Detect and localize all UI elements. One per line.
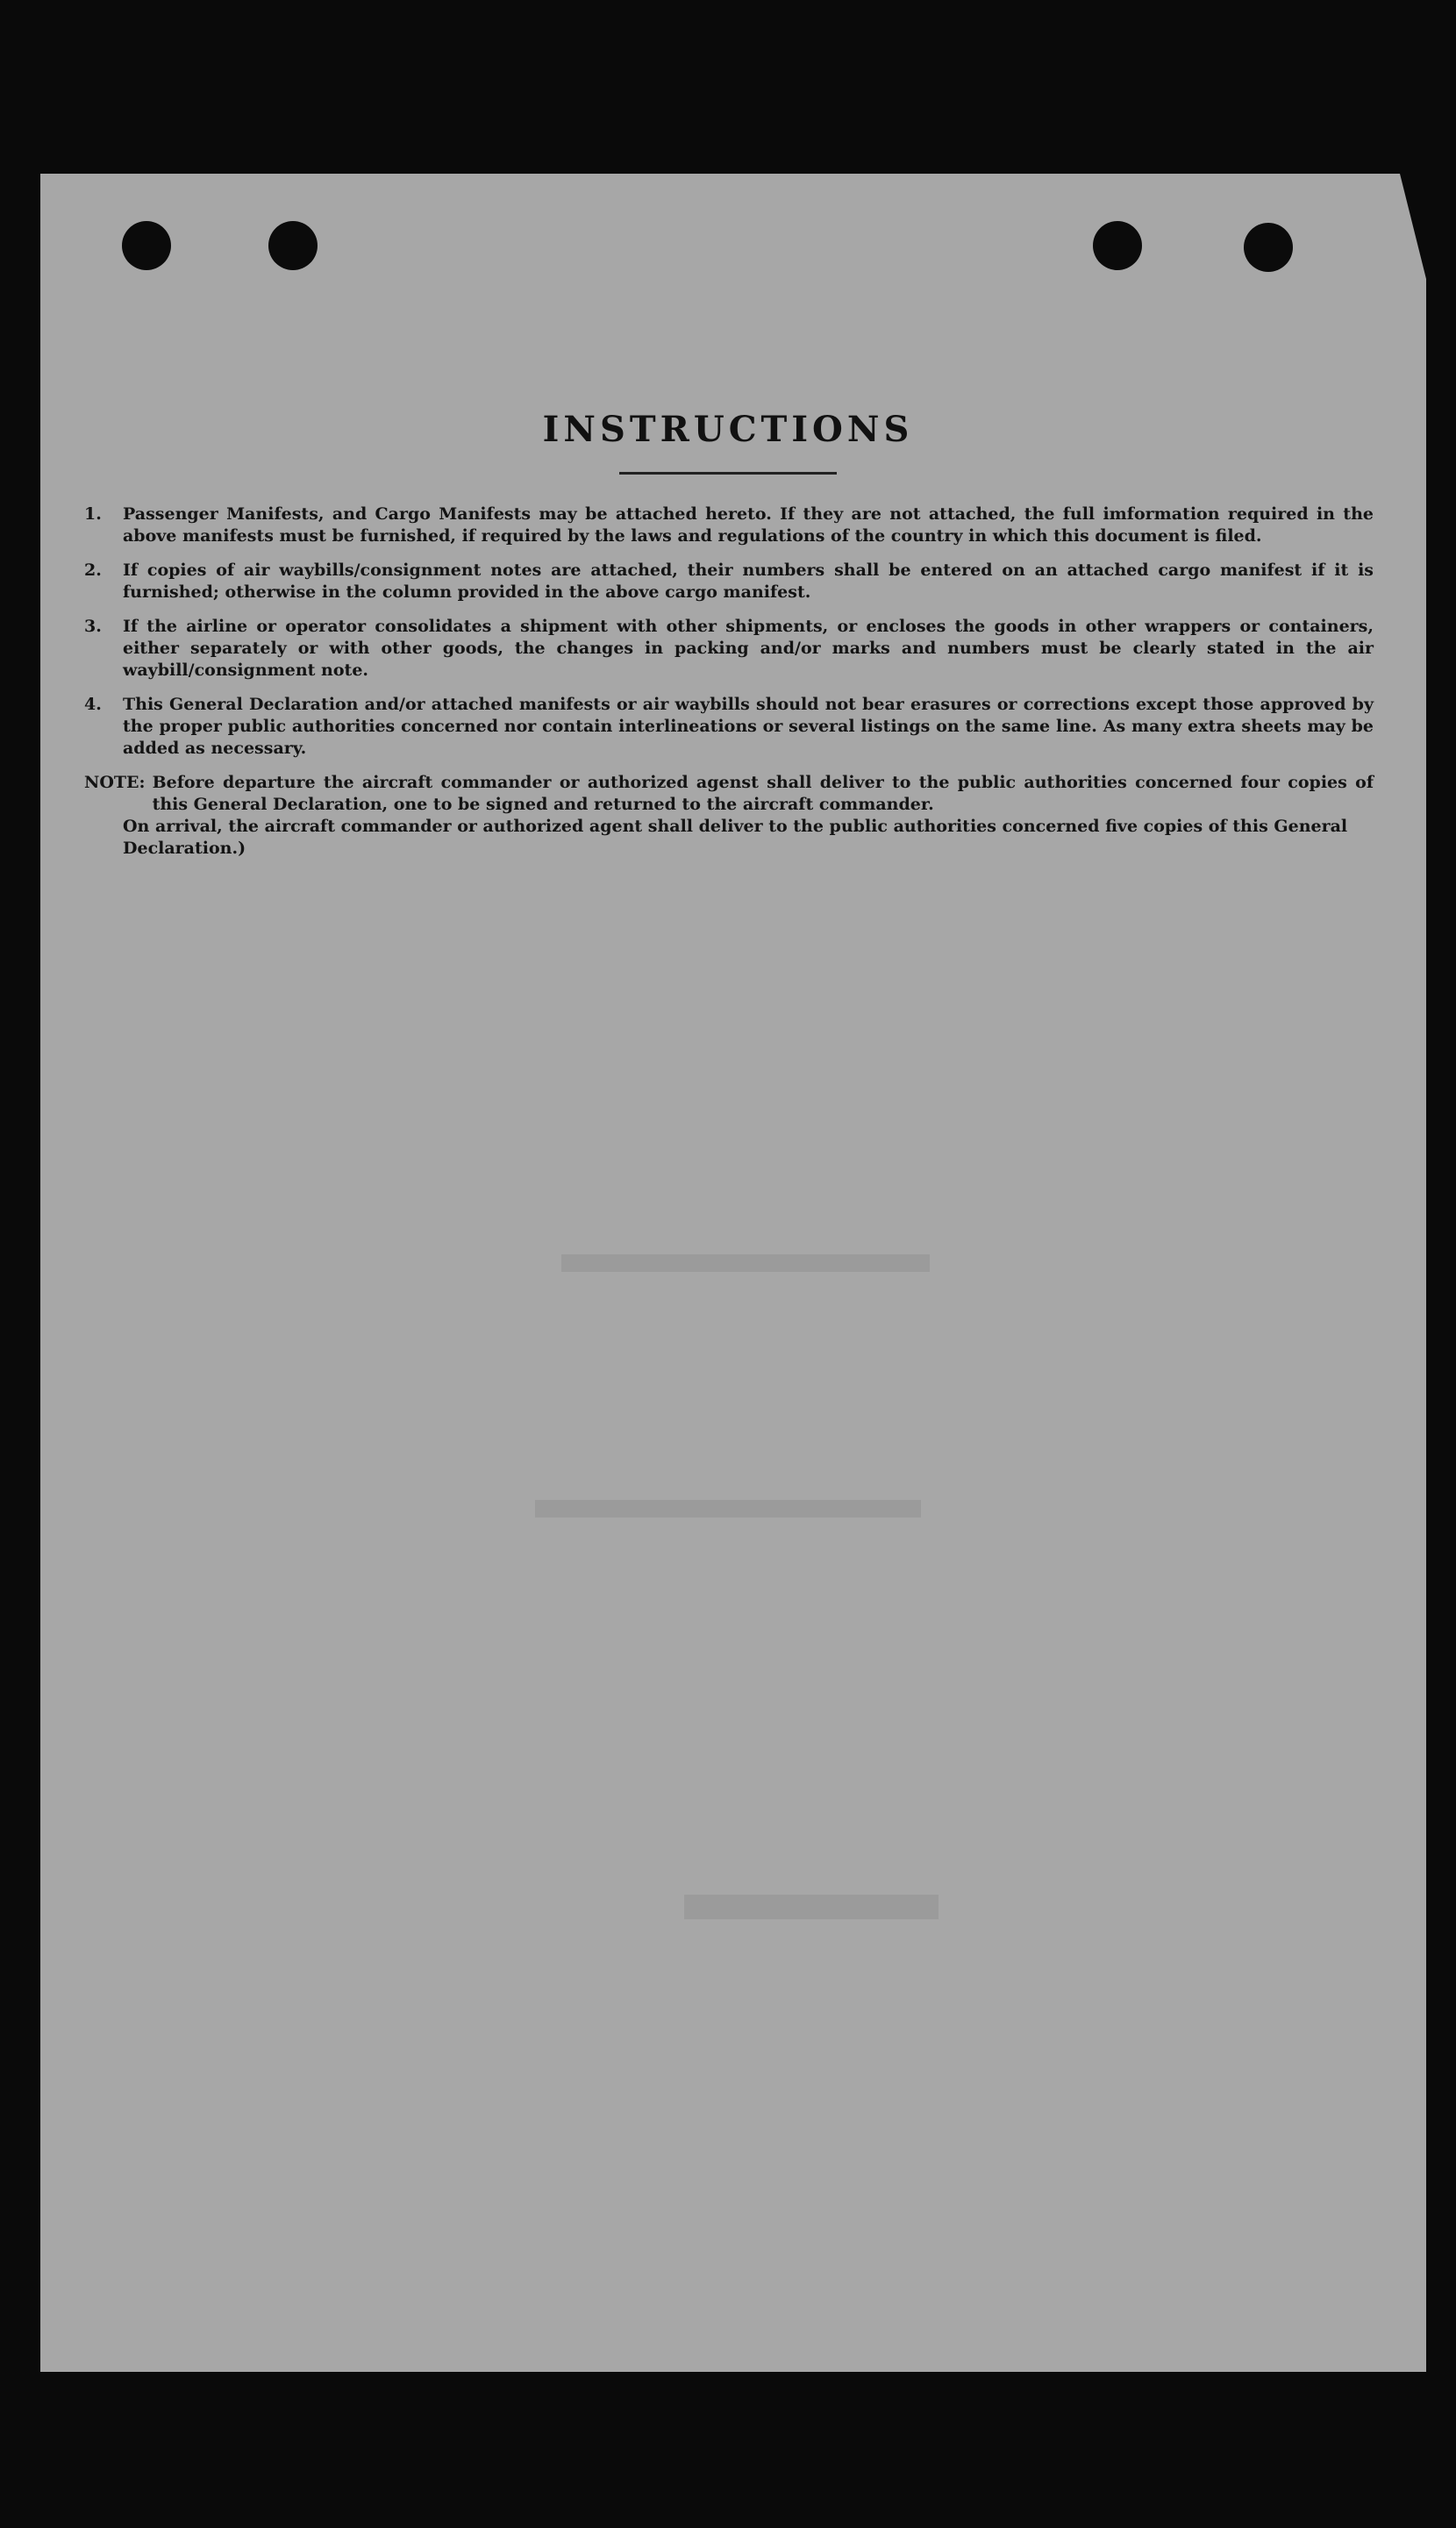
item-number: 2. <box>84 561 102 580</box>
punch-hole <box>122 221 171 270</box>
punch-hole <box>1093 221 1142 270</box>
item-text: If copies of air waybills/consignment notes are attached, their numbers shall be entered on an attached cargo manifest if it is furnished; otherwise in the column provided in the above cargo manifest. <box>123 561 1374 602</box>
note-text: Before departure the aircraft commander or authorized agenst shall deliver to the public authorities concerned four copies of this General Declaration, one to be signed and returned to the aircraft commander. <box>152 773 1374 814</box>
punch-hole <box>268 221 318 270</box>
page-title: INSTRUCTIONS <box>542 409 914 450</box>
bleed-through-mark <box>684 1895 939 1919</box>
item-text: If the airline or operator consolidates a shipment with other shipments, or encloses the goods in other wrappers or containers, either separately or with other goods, the changes in packing and/or marks and numbers must be clearly stated in the air waybill/consignment note. <box>123 617 1374 680</box>
item-text: This General Declaration and/or attached manifests or air waybills should not bear erasures or corrections except those approved by the proper public authorities concerned nor contain interlineations or several listings on the same line. As many extra sheets may be added as necessary. <box>123 695 1374 758</box>
item-text: Passenger Manifests, and Cargo Manifests may be attached hereto. If they are not attached, the full imformation required in the above manifests must be furnished, if required by the laws and regulations of the country in which this document is filed. <box>123 504 1374 546</box>
note-label: NOTE: <box>84 773 146 792</box>
item-number: 3. <box>84 617 102 636</box>
note-block <box>84 772 1374 860</box>
bleed-through-mark <box>561 1254 930 1272</box>
note-continuation: On arrival, the aircraft commander or authorized agent shall deliver to the public authorities concerned five copies of this General Declaration.) <box>123 817 1348 858</box>
bleed-through-mark <box>535 1500 921 1518</box>
list-item <box>84 616 1374 682</box>
punch-hole <box>1244 223 1293 272</box>
instructions-list <box>84 503 1374 860</box>
item-number: 1. <box>84 504 102 524</box>
list-item <box>84 503 1374 547</box>
list-item <box>84 694 1374 760</box>
list-item <box>84 560 1374 603</box>
title-underline <box>619 472 837 475</box>
item-number: 4. <box>84 695 102 714</box>
